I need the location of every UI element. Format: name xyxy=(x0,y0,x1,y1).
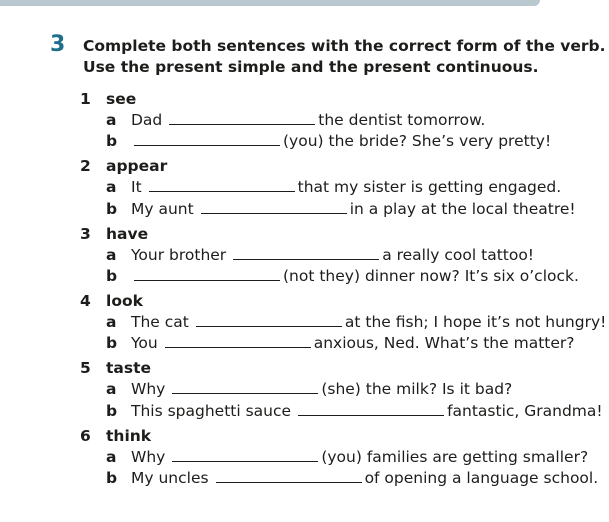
sentence-after: of opening a language school. xyxy=(364,469,599,487)
sentence-letter: a xyxy=(106,111,117,129)
answer-blank-1b[interactable] xyxy=(134,131,280,146)
sentence-3a xyxy=(106,244,534,266)
sentence-letter: a xyxy=(106,380,117,398)
sentence-1b xyxy=(106,130,551,152)
sentence-letter: b xyxy=(106,267,118,285)
item-2-heading xyxy=(80,155,167,177)
sentence-before: Why xyxy=(131,448,166,466)
item-number: 1 xyxy=(80,90,91,108)
item-number: 2 xyxy=(80,157,91,175)
sentence-before: My aunt xyxy=(131,200,194,218)
sentence-2b xyxy=(106,198,576,220)
item-verb: have xyxy=(106,225,149,243)
answer-blank-6a[interactable] xyxy=(172,447,318,462)
sentence-letter: b xyxy=(106,469,118,487)
answer-blank-2b[interactable] xyxy=(201,199,347,214)
item-verb: see xyxy=(106,90,137,108)
sentence-letter: a xyxy=(106,178,117,196)
item-verb: appear xyxy=(106,157,168,175)
sentence-after: (you) families are getting smaller? xyxy=(321,448,589,466)
instruction-line-1: Complete both sentences with the correct form of the verb. xyxy=(83,37,606,55)
answer-blank-4b[interactable] xyxy=(165,333,311,348)
sentence-before: My uncles xyxy=(131,469,209,487)
answer-blank-6b[interactable] xyxy=(216,468,362,483)
sentence-after: anxious, Ned. What’s the matter? xyxy=(313,334,575,352)
item-verb: taste xyxy=(106,359,152,377)
sentence-after: (she) the milk? Is it bad? xyxy=(321,380,513,398)
sentence-after: (you) the bride? She’s very pretty! xyxy=(283,132,552,150)
sentence-letter: b xyxy=(106,200,118,218)
item-verb: look xyxy=(106,292,143,310)
sentence-1a xyxy=(106,109,485,131)
answer-blank-3a[interactable] xyxy=(233,245,379,260)
item-number: 4 xyxy=(80,292,91,310)
sentence-letter: b xyxy=(106,402,118,420)
sentence-letter: b xyxy=(106,132,118,150)
answer-blank-3b[interactable] xyxy=(134,266,280,281)
sentence-after: fantastic, Grandma! xyxy=(447,402,603,420)
sentence-letter: b xyxy=(106,334,118,352)
answer-blank-4a[interactable] xyxy=(196,312,342,327)
answer-blank-2a[interactable] xyxy=(149,177,295,192)
sentence-6b xyxy=(106,467,598,489)
sentence-3b xyxy=(106,265,579,287)
sentence-letter: a xyxy=(106,313,117,331)
item-1-heading xyxy=(80,88,136,110)
answer-blank-1a[interactable] xyxy=(169,110,315,125)
item-4-heading xyxy=(80,290,143,312)
sentence-letter: a xyxy=(106,448,117,466)
sentence-after: in a play at the local theatre! xyxy=(349,200,576,218)
sentence-before: Your brother xyxy=(131,246,227,264)
sentence-before: Why xyxy=(131,380,166,398)
item-6-heading xyxy=(80,425,151,447)
answer-blank-5a[interactable] xyxy=(172,379,318,394)
sentence-after: a really cool tattoo! xyxy=(382,246,535,264)
item-3-heading xyxy=(80,223,148,245)
sentence-6a xyxy=(106,446,588,468)
sentence-before: The cat xyxy=(131,313,189,331)
item-verb: think xyxy=(106,427,152,445)
exercise-number: 3 xyxy=(50,32,66,57)
exercise-instructions xyxy=(83,36,606,78)
sentence-2a xyxy=(106,176,561,198)
item-number: 5 xyxy=(80,359,91,377)
answer-blank-5b[interactable] xyxy=(298,401,444,416)
item-number: 6 xyxy=(80,427,91,445)
item-5-heading xyxy=(80,357,151,379)
sentence-4a xyxy=(106,311,606,333)
sentence-after: at the fish; I hope it’s not hungry! xyxy=(344,313,607,331)
sentence-4b xyxy=(106,332,575,354)
instruction-line-2: Use the present simple and the present continuous. xyxy=(83,58,539,76)
sentence-before: You xyxy=(131,334,158,352)
sentence-before: It xyxy=(131,178,142,196)
item-number: 3 xyxy=(80,225,91,243)
sentence-5a xyxy=(106,378,512,400)
sentence-before: Dad xyxy=(131,111,163,129)
sentence-after: the dentist tomorrow. xyxy=(318,111,486,129)
sentence-letter: a xyxy=(106,246,117,264)
sentence-5b xyxy=(106,400,603,422)
sentence-before: This spaghetti sauce xyxy=(131,402,292,420)
sentence-after: that my sister is getting engaged. xyxy=(297,178,562,196)
top-decorative-band xyxy=(0,0,540,6)
sentence-after: (not they) dinner now? It’s six o’clock. xyxy=(283,267,579,285)
